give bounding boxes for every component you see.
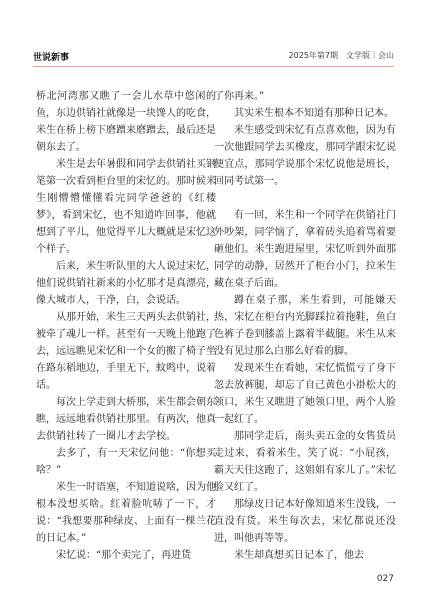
left-text-column [36,88,216,564]
header-divider [33,66,394,67]
paragraph: 后来，米生听队里的大人说过宋忆，他们说供销社新来的小忆那才是真漂亮，像大城市人，干净，白，会说话。 [36,261,216,306]
paragraph: 宋忆说：“那个卖完了，再进货 [56,550,192,561]
paragraph: 米生是去年暑假和同学去供销社买钢笔第一次看到柜台里的宋忆的。那时候米生刚懵懵懂懂看完同学爸爸的《红楼梦》，看到宋忆，也不知道咋回事，他就想到了平儿，他觉得平儿大概就是宋忆这个样子。 [36,159,216,255]
paragraph: 其实米生根本不知道有那种日记本。 [234,108,394,119]
page-number: 027 [376,574,394,584]
paragraph: 了你再来。” [214,91,265,102]
issue-info: 2025年第7期 文学版｜会山 [288,51,394,60]
paragraph: 米生却真想买日记本了，他去 [234,550,364,561]
paragraph: 去多了，有一天宋忆问他：“你想买啥？” [36,448,216,476]
paragraph: 那绿皮日记本好像知道米生没钱，一直没有货。米生每次去，宋忆都说还没进，叫他再等等。 [214,499,396,544]
paragraph: 米生感受到宋忆有点喜欢他，因为有一次他跟同学去买橡皮，那同学跟宋忆说便宜点，那同学说那个宋忆说他是班长，回同考试第一。 [214,125,396,187]
paragraph: 每次上学走到大桥那，米生都会朝东瞧，远远地看供销社那里。有两次，他真去供销社转了一圈儿才去学校。 [36,397,216,442]
paragraph: 那同学走后，南头卖五金的女售货员走过来，看着米生，笑了说：“小屁孩，霸天天往这跑了，这姐姐有家儿了。”宋忆脸又红了。 [214,431,396,493]
right-text-column [214,88,396,564]
paragraph: 蹲在桌子那，米生看到，可能嫌天热，宋忆在柜台内光脚踩拉着拖鞋，鱼白色裤子卷到膝盖上露着半截腿。米生从来没有见过那么白那么好看的脚。 [214,295,396,357]
paragraph: 从那开始，米生三天两头去供销社，被牵了魂儿一样。甚至有一天晚上他跑了去，远远瞧见宋忆和一个女的搬了椅子坐在路东稻地边，手里无下，蚊鸣中，说着话。 [36,312,216,391]
paragraph: 发现米生在看她，宋忆慌慌亏了身下忽去放裤腿，却忘了自己黄色小褂松大的领口，米生又瞧进了她领口里，两个人脸一起红了。 [214,363,396,425]
column-title: 世说新事 [33,53,70,63]
paragraph: 桥北河湾那又瞧了一会儿水草中悠闲的鱼，东边供销社就像是一块馋人的吃食，米生在桥上榜下磨蹭来磨蹭去，最后还是朝东去了。 [36,91,216,153]
paragraph: 米生一时语塞，不知道说啥，因为他根本没想买啥。红着脸吭哧了一下，才说：“我想要那种绿皮、上面有一棵兰花的日记本。” [36,482,216,544]
page-header [33,50,394,62]
paragraph: 有一回，米生和一个同学在供销社门外吵架，同学恼了，拿着砖头追着骂着要砸他们。米生跑进屋里，宋忆听到外面那同学的动静，居然开了柜台小门，拉米生藏在桌子后面。 [214,210,396,289]
